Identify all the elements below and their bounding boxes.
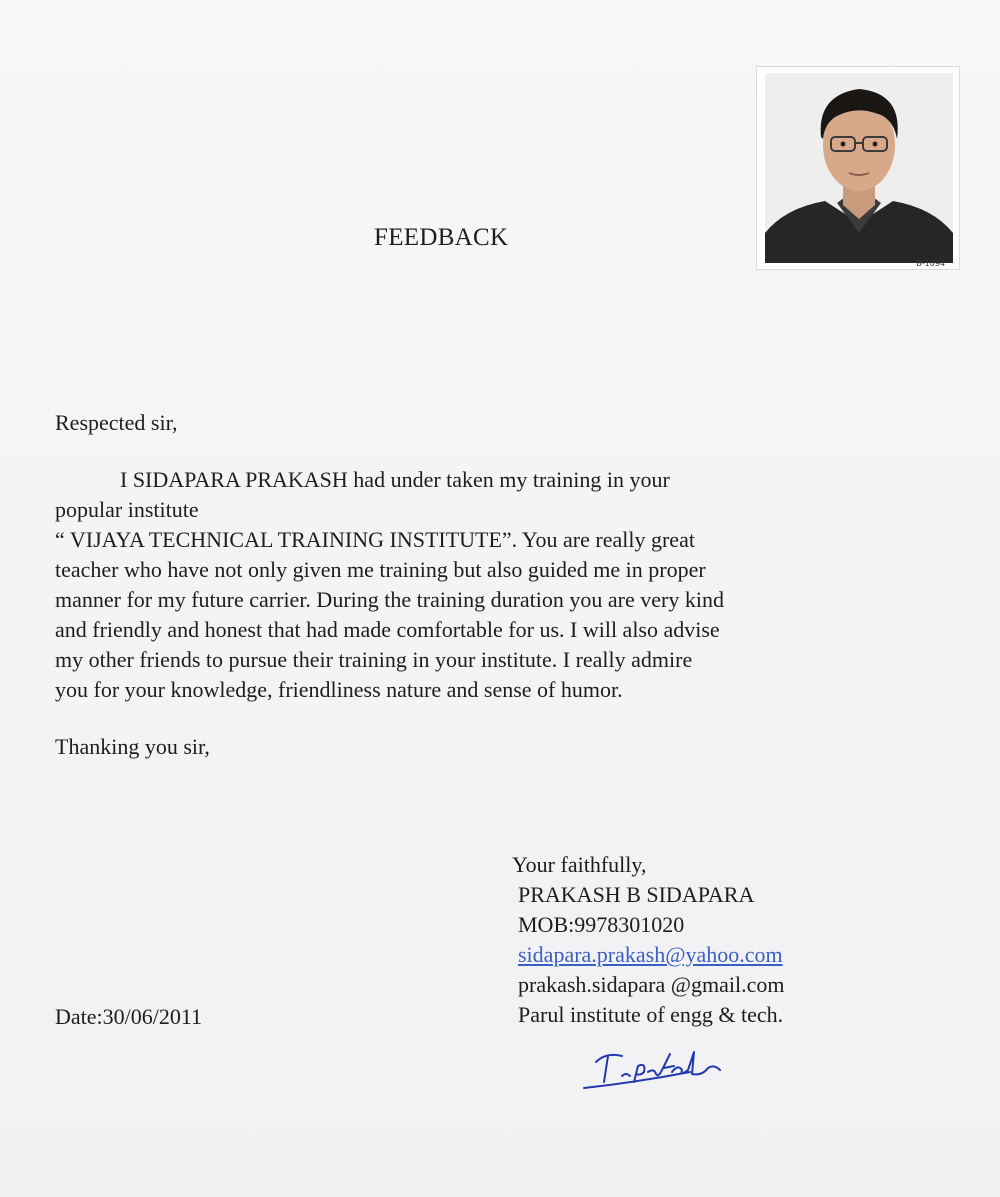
yahoo-email-link[interactable]: sidapara.prakash@yahoo.com: [518, 942, 783, 967]
body-line: teacher who have not only given me training but also guided me in proper: [55, 557, 706, 582]
passport-photo: [756, 66, 960, 270]
body-line: popular institute: [55, 497, 199, 522]
letter-date: Date:30/06/2011: [55, 1004, 203, 1029]
handwritten-signature: [578, 1042, 738, 1094]
body-line: manner for my future carrier. During the training duration you are very kind: [55, 587, 724, 612]
body-line: you for your knowledge, friendliness nature and sense of humor.: [55, 677, 623, 702]
gmail-email: prakash.sidapara @gmail.com: [518, 972, 785, 997]
page-title: FEEDBACK: [374, 224, 509, 251]
body-line: and friendly and honest that had made comfortable for us. I will also advise: [55, 617, 720, 642]
closing-line: Thanking you sir,: [55, 734, 210, 759]
salutation: Respected sir,: [55, 410, 178, 435]
signoff-block: [512, 850, 784, 1030]
body-line: my other friends to pursue their training in your institute. I really admire: [55, 647, 693, 672]
sender-name: PRAKASH B SIDAPARA: [518, 882, 755, 907]
body-line: I SIDAPARA PRAKASH had under taken my training in your: [120, 467, 670, 492]
photo-code: B-1094: [916, 259, 945, 268]
valediction: Your faithfully,: [512, 852, 647, 877]
body-paragraph: [55, 465, 724, 705]
sender-mobile: MOB:9978301020: [518, 912, 685, 937]
portrait-illustration: [765, 73, 953, 263]
sender-institute: Parul institute of engg & tech.: [518, 1002, 784, 1027]
body-line: “ VIJAYA TECHNICAL TRAINING INSTITUTE”. You are really great: [55, 527, 695, 552]
